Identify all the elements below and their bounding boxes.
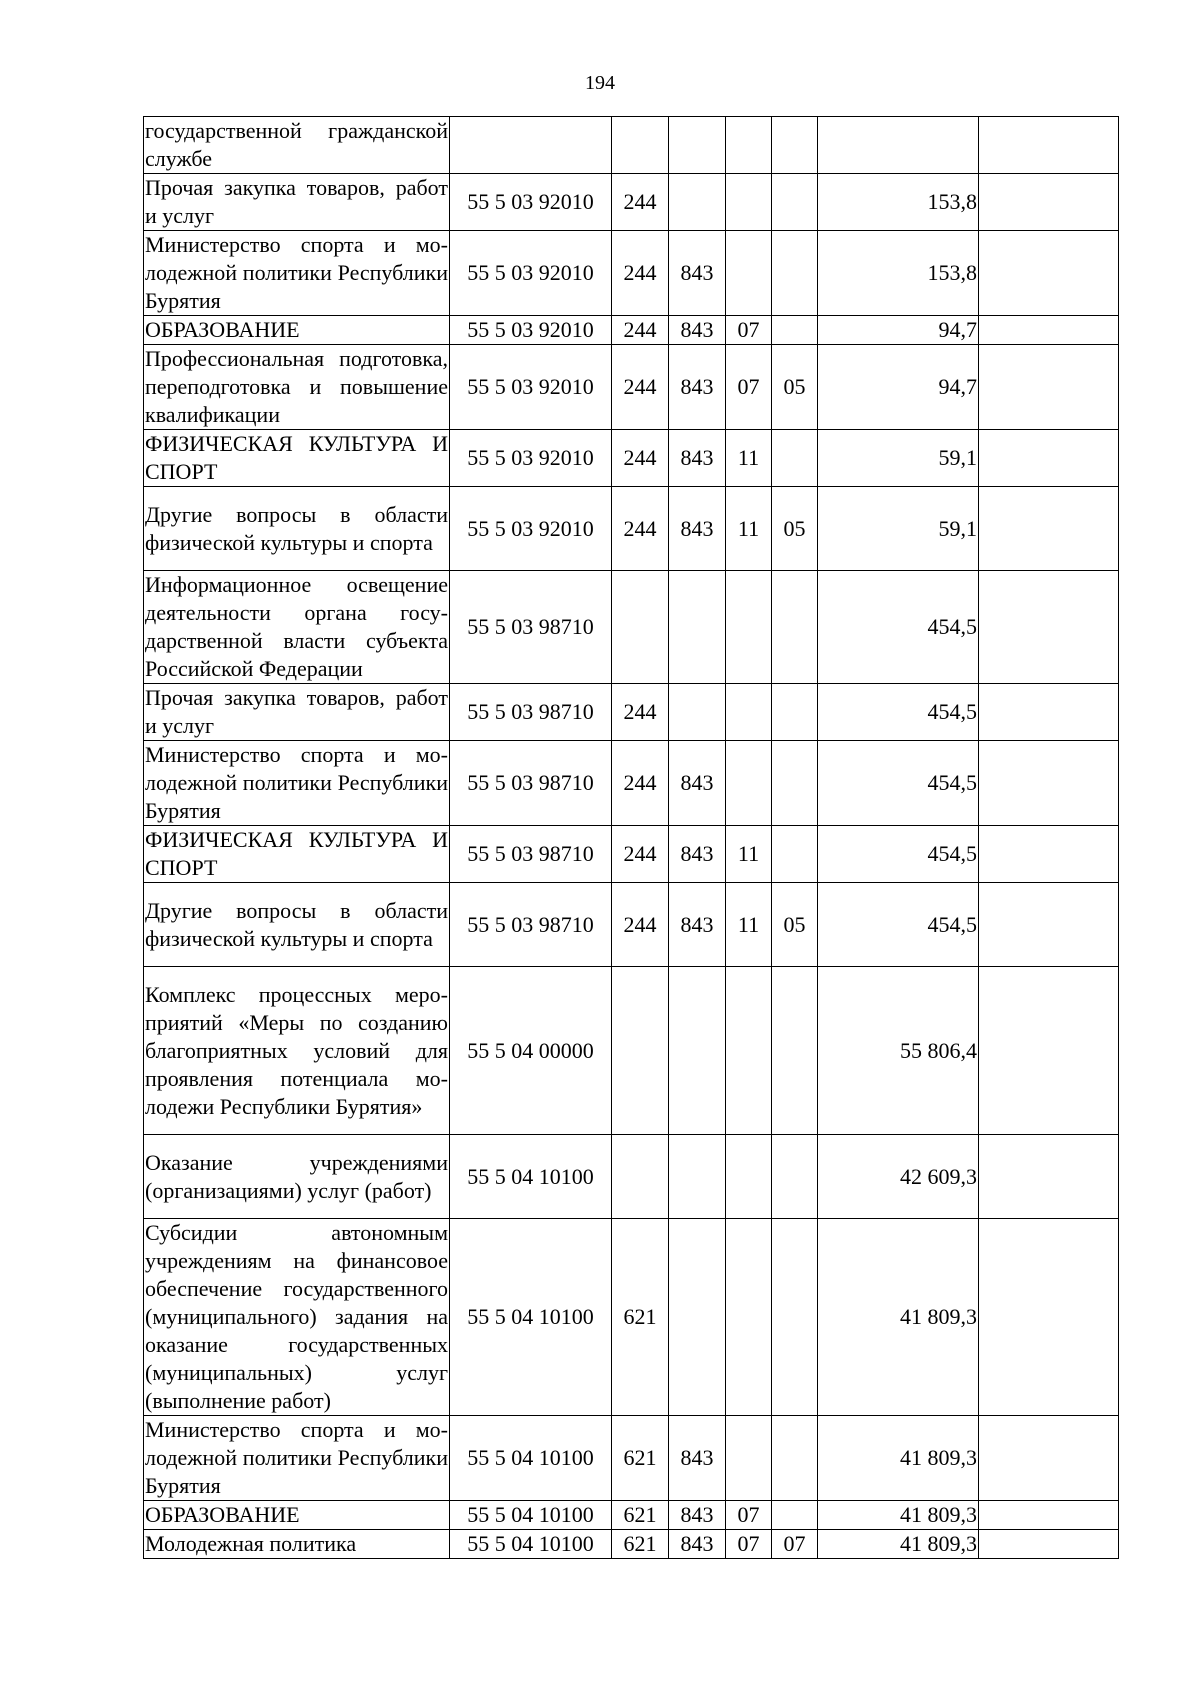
extra-amount	[979, 741, 1119, 826]
target-article-code: 55 5 03 98710	[450, 883, 612, 967]
section-code: 11	[726, 826, 772, 883]
extra-amount	[979, 1501, 1119, 1530]
subsection-code	[772, 1501, 818, 1530]
extra-amount	[979, 967, 1119, 1135]
page-number: 194	[585, 72, 615, 94]
subsection-code	[772, 1135, 818, 1219]
amount: 454,5	[818, 826, 979, 883]
expense-type-code	[612, 117, 669, 174]
row-name: Другие вопросы в области физической культуры и спорта	[144, 883, 450, 967]
section-code	[726, 231, 772, 316]
target-article-code: 55 5 04 00000	[450, 967, 612, 1135]
target-article-code: 55 5 03 98710	[450, 684, 612, 741]
amount: 454,5	[818, 684, 979, 741]
row-name: Другие вопросы в области физической культуры и спорта	[144, 487, 450, 571]
target-article-code: 55 5 03 92010	[450, 174, 612, 231]
expense-type-code: 244	[612, 487, 669, 571]
subsection-code	[772, 316, 818, 345]
target-article-code: 55 5 04 10100	[450, 1501, 612, 1530]
section-code: 11	[726, 883, 772, 967]
target-article-code: 55 5 03 92010	[450, 430, 612, 487]
section-code	[726, 117, 772, 174]
table-row	[144, 1219, 1119, 1416]
section-code: 07	[726, 316, 772, 345]
section-code: 11	[726, 487, 772, 571]
expense-type-code: 244	[612, 345, 669, 430]
subsection-code: 05	[772, 883, 818, 967]
amount: 41 809,3	[818, 1501, 979, 1530]
table-row	[144, 231, 1119, 316]
table-row	[144, 487, 1119, 571]
row-name: государственной гражданской службе	[144, 117, 450, 174]
table-row	[144, 883, 1119, 967]
ministry-code: 843	[669, 345, 726, 430]
amount: 59,1	[818, 430, 979, 487]
table-row	[144, 117, 1119, 174]
row-name: Министерство спорта и молодежной политики Республики Бурятия	[144, 231, 450, 316]
amount: 454,5	[818, 741, 979, 826]
row-name: Прочая закупка товаров, работ и услуг	[144, 174, 450, 231]
expense-type-code: 621	[612, 1501, 669, 1530]
section-code	[726, 684, 772, 741]
amount: 454,5	[818, 883, 979, 967]
table-row	[144, 345, 1119, 430]
table-row	[144, 571, 1119, 684]
row-name: ФИЗИЧЕСКАЯ КУЛЬТУРА И СПОРТ	[144, 430, 450, 487]
row-name: Информационное освещение деятельности органа государственной власти субъекта Российской Федерации	[144, 571, 450, 684]
table-row	[144, 1501, 1119, 1530]
extra-amount	[979, 345, 1119, 430]
subsection-code: 07	[772, 1530, 818, 1559]
extra-amount	[979, 684, 1119, 741]
ministry-code: 843	[669, 1416, 726, 1501]
subsection-code: 05	[772, 345, 818, 430]
row-name: ФИЗИЧЕСКАЯ КУЛЬТУРА И СПОРТ	[144, 826, 450, 883]
budget-table	[143, 116, 1119, 1559]
ministry-code: 843	[669, 883, 726, 967]
amount: 59,1	[818, 487, 979, 571]
subsection-code	[772, 684, 818, 741]
ministry-code: 843	[669, 741, 726, 826]
table-row	[144, 174, 1119, 231]
expense-type-code: 621	[612, 1530, 669, 1559]
table-row	[144, 967, 1119, 1135]
ministry-code	[669, 684, 726, 741]
ministry-code: 843	[669, 316, 726, 345]
expense-type-code: 244	[612, 231, 669, 316]
extra-amount	[979, 316, 1119, 345]
target-article-code: 55 5 04 10100	[450, 1219, 612, 1416]
target-article-code: 55 5 03 98710	[450, 826, 612, 883]
table-row	[144, 430, 1119, 487]
expense-type-code: 244	[612, 316, 669, 345]
section-code	[726, 1135, 772, 1219]
amount: 94,7	[818, 316, 979, 345]
amount: 41 809,3	[818, 1530, 979, 1559]
amount: 153,8	[818, 231, 979, 316]
subsection-code	[772, 826, 818, 883]
table-row	[144, 1530, 1119, 1559]
amount	[818, 117, 979, 174]
expense-type-code: 244	[612, 826, 669, 883]
row-name: Министерство спорта и молодежной политики Республики Бурятия	[144, 741, 450, 826]
section-code: 07	[726, 345, 772, 430]
row-name: Субсидии автономным учреждениям на финансовое обеспечение государственного (муниципального) задания на оказание государственных (муниципальных) услуг (выполнение работ)	[144, 1219, 450, 1416]
expense-type-code: 621	[612, 1416, 669, 1501]
target-article-code: 55 5 04 10100	[450, 1416, 612, 1501]
extra-amount	[979, 1530, 1119, 1559]
ministry-code: 843	[669, 487, 726, 571]
expense-type-code: 244	[612, 883, 669, 967]
table-row	[144, 316, 1119, 345]
target-article-code: 55 5 04 10100	[450, 1530, 612, 1559]
ministry-code: 843	[669, 231, 726, 316]
subsection-code	[772, 741, 818, 826]
ministry-code	[669, 117, 726, 174]
row-name: Профессиональная подготовка, переподготовка и повышение квалификации	[144, 345, 450, 430]
table-row	[144, 1135, 1119, 1219]
extra-amount	[979, 231, 1119, 316]
target-article-code	[450, 117, 612, 174]
section-code	[726, 571, 772, 684]
section-code: 07	[726, 1530, 772, 1559]
target-article-code: 55 5 03 98710	[450, 741, 612, 826]
expense-type-code: 621	[612, 1219, 669, 1416]
subsection-code	[772, 967, 818, 1135]
extra-amount	[979, 487, 1119, 571]
amount: 454,5	[818, 571, 979, 684]
table-row	[144, 826, 1119, 883]
expense-type-code: 244	[612, 684, 669, 741]
amount: 153,8	[818, 174, 979, 231]
amount: 55 806,4	[818, 967, 979, 1135]
extra-amount	[979, 1135, 1119, 1219]
section-code: 07	[726, 1501, 772, 1530]
row-name: Комплекс процессных мероприятий «Меры по созданию благоприятных условий для проявления потенциала молодежи Республики Бурятия»	[144, 967, 450, 1135]
expense-type-code: 244	[612, 741, 669, 826]
subsection-code	[772, 231, 818, 316]
subsection-code	[772, 174, 818, 231]
expense-type-code: 244	[612, 174, 669, 231]
row-name: Министерство спорта и молодежной политики Республики Бурятия	[144, 1416, 450, 1501]
target-article-code: 55 5 03 92010	[450, 345, 612, 430]
extra-amount	[979, 826, 1119, 883]
expense-type-code	[612, 1135, 669, 1219]
row-name: ОБРАЗОВАНИЕ	[144, 316, 450, 345]
section-code	[726, 741, 772, 826]
ministry-code: 843	[669, 1501, 726, 1530]
ministry-code	[669, 967, 726, 1135]
section-code: 11	[726, 430, 772, 487]
expense-type-code	[612, 571, 669, 684]
amount: 41 809,3	[818, 1219, 979, 1416]
extra-amount	[979, 883, 1119, 967]
table-row	[144, 741, 1119, 826]
section-code	[726, 967, 772, 1135]
expense-type-code	[612, 967, 669, 1135]
target-article-code: 55 5 03 98710	[450, 571, 612, 684]
table-row	[144, 1416, 1119, 1501]
subsection-code	[772, 1219, 818, 1416]
ministry-code	[669, 1219, 726, 1416]
ministry-code	[669, 571, 726, 684]
ministry-code	[669, 174, 726, 231]
extra-amount	[979, 117, 1119, 174]
section-code	[726, 1416, 772, 1501]
extra-amount	[979, 174, 1119, 231]
target-article-code: 55 5 03 92010	[450, 487, 612, 571]
target-article-code: 55 5 03 92010	[450, 231, 612, 316]
extra-amount	[979, 430, 1119, 487]
subsection-code	[772, 1416, 818, 1501]
table-row	[144, 684, 1119, 741]
subsection-code	[772, 117, 818, 174]
target-article-code: 55 5 04 10100	[450, 1135, 612, 1219]
row-name: ОБРАЗОВАНИЕ	[144, 1501, 450, 1530]
row-name: Прочая закупка товаров, работ и услуг	[144, 684, 450, 741]
subsection-code	[772, 430, 818, 487]
amount: 41 809,3	[818, 1416, 979, 1501]
extra-amount	[979, 571, 1119, 684]
target-article-code: 55 5 03 92010	[450, 316, 612, 345]
subsection-code: 05	[772, 487, 818, 571]
amount: 94,7	[818, 345, 979, 430]
expense-type-code: 244	[612, 430, 669, 487]
table-body	[144, 117, 1119, 1559]
ministry-code: 843	[669, 826, 726, 883]
section-code	[726, 1219, 772, 1416]
extra-amount	[979, 1219, 1119, 1416]
row-name: Молодежная политика	[144, 1530, 450, 1559]
amount: 42 609,3	[818, 1135, 979, 1219]
row-name: Оказание учреждениями (организациями) услуг (работ)	[144, 1135, 450, 1219]
ministry-code	[669, 1135, 726, 1219]
subsection-code	[772, 571, 818, 684]
section-code	[726, 174, 772, 231]
extra-amount	[979, 1416, 1119, 1501]
ministry-code: 843	[669, 430, 726, 487]
ministry-code: 843	[669, 1530, 726, 1559]
